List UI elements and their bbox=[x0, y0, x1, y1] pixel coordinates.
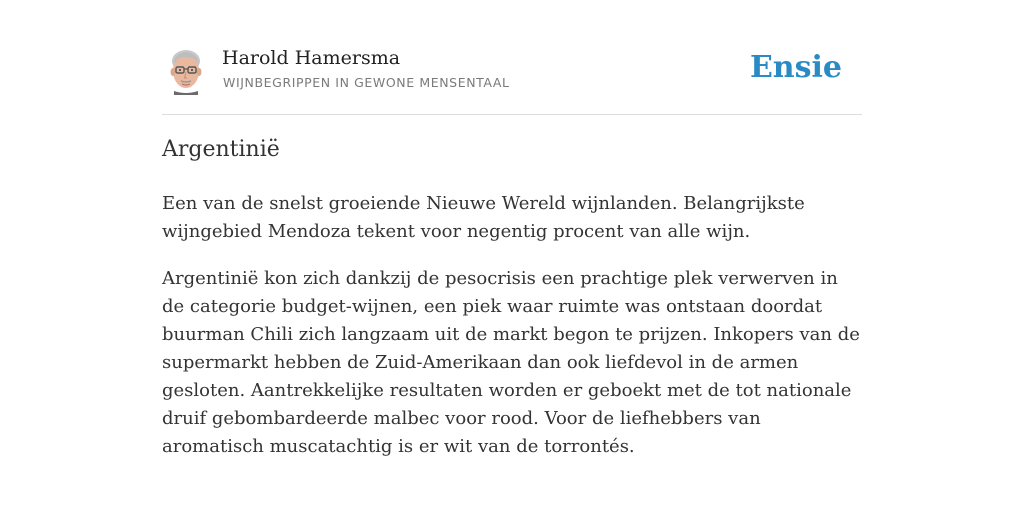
article-paragraph: Argentinië kon zich dankzij de pesocrisis een prachtige plek verwerven in de categorie budget-wijnen, een piek waar ruimte was ontstaan doordat buurman Chili zich langzaam uit de markt begon te prijzen. Inkopers van de supermarkt hebben de Zuid-Amerikaan dan ook liefdevol in de armen gesloten. Aantrekkelijke resultaten worden er geboekt met de tot nationale druif gebombardeerde malbec voor rood. Voor de liefhebbers van aromatisch muscatachtig is er wit van de torrontés. bbox=[162, 268, 860, 457]
author-portrait-icon bbox=[166, 47, 206, 95]
author-name[interactable]: Harold Hamersma bbox=[222, 47, 401, 69]
page-header bbox=[162, 44, 862, 115]
author-avatar[interactable] bbox=[166, 47, 206, 95]
brand-logo[interactable]: Ensie bbox=[749, 50, 842, 85]
article-title: Argentinië bbox=[162, 137, 280, 162]
author-tagline: WIJNBEGRIPPEN IN GEWONE MENSENTAAL bbox=[223, 75, 510, 90]
article-paragraph: Een van de snelst groeiende Nieuwe Wereld wijnlanden. Belangrijkste wijngebied Mendoza tekent voor negentig procent van alle wijn. bbox=[162, 193, 805, 242]
article-body bbox=[162, 190, 862, 480]
